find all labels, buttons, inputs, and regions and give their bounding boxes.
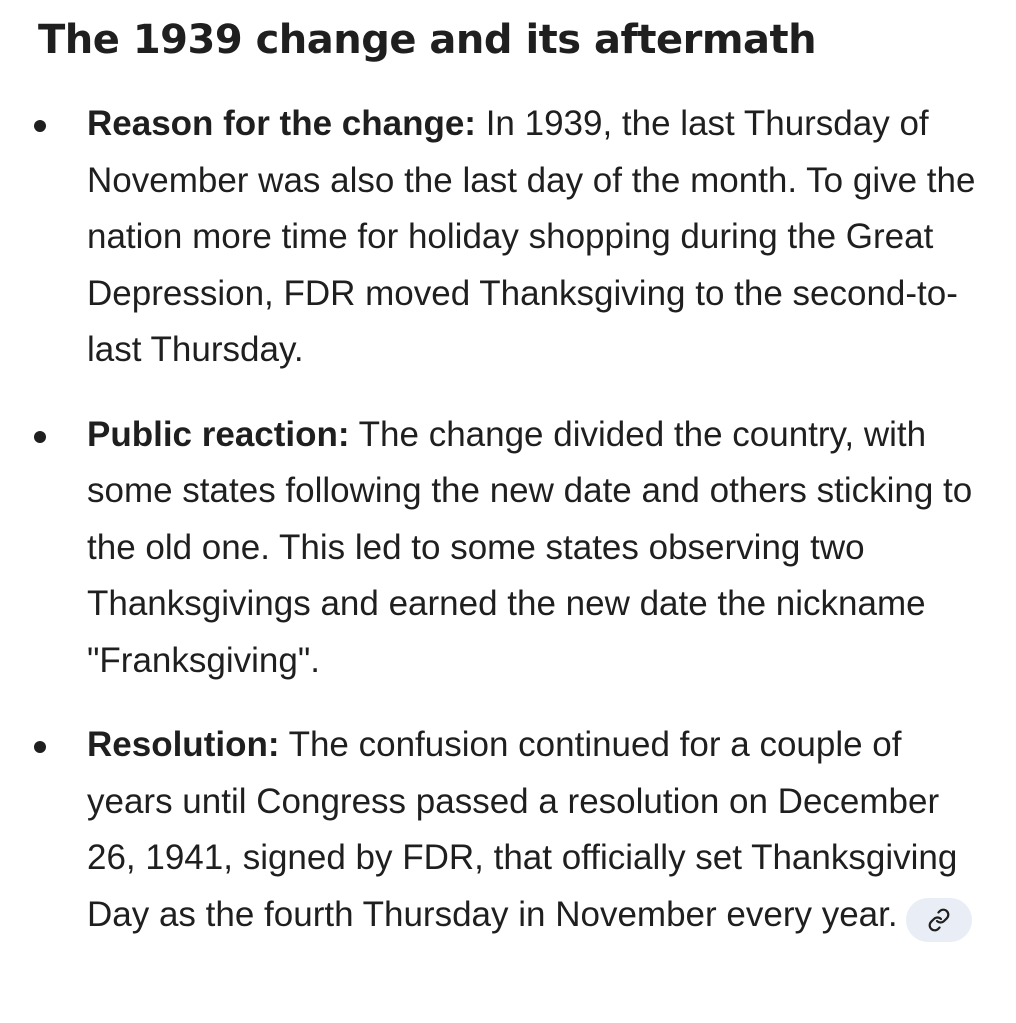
bullet-item-reason [0, 96, 982, 379]
bullet-item-public-reaction [0, 407, 982, 690]
section-heading: The 1939 change and its aftermath [38, 17, 817, 63]
bullet-item-resolution [0, 717, 982, 943]
bullet-text: In 1939, the last Thursday of November was also the last day of the month. To give the nation more time for holiday shopping during the Great Depression, FDR moved Thanksgiving to the second-to-last Thursday. [87, 104, 976, 369]
bullet-label: Reason for the change: [87, 104, 476, 143]
bullet-dot [34, 120, 46, 132]
bullet-dot [34, 741, 46, 753]
source-link-button[interactable] [906, 898, 972, 942]
link-icon [927, 908, 951, 932]
bullet-list [0, 96, 1016, 943]
bullet-text: The change divided the country, with some states following the new date and others sticking to the old one. This led to some states observing two Thanksgivings and earned the new date the nickname "Franksgiving". [87, 414, 973, 680]
bullet-dot [34, 431, 46, 443]
bullet-label: Resolution: [87, 725, 280, 764]
bullet-label: Public reaction: [87, 414, 350, 454]
bullet-text: The confusion continued for a couple of years until Congress passed a resolution on December 26, 1941, signed by FDR, that officially set Thanksgiving Day as the fourth Thursday in November every year. [87, 725, 958, 934]
